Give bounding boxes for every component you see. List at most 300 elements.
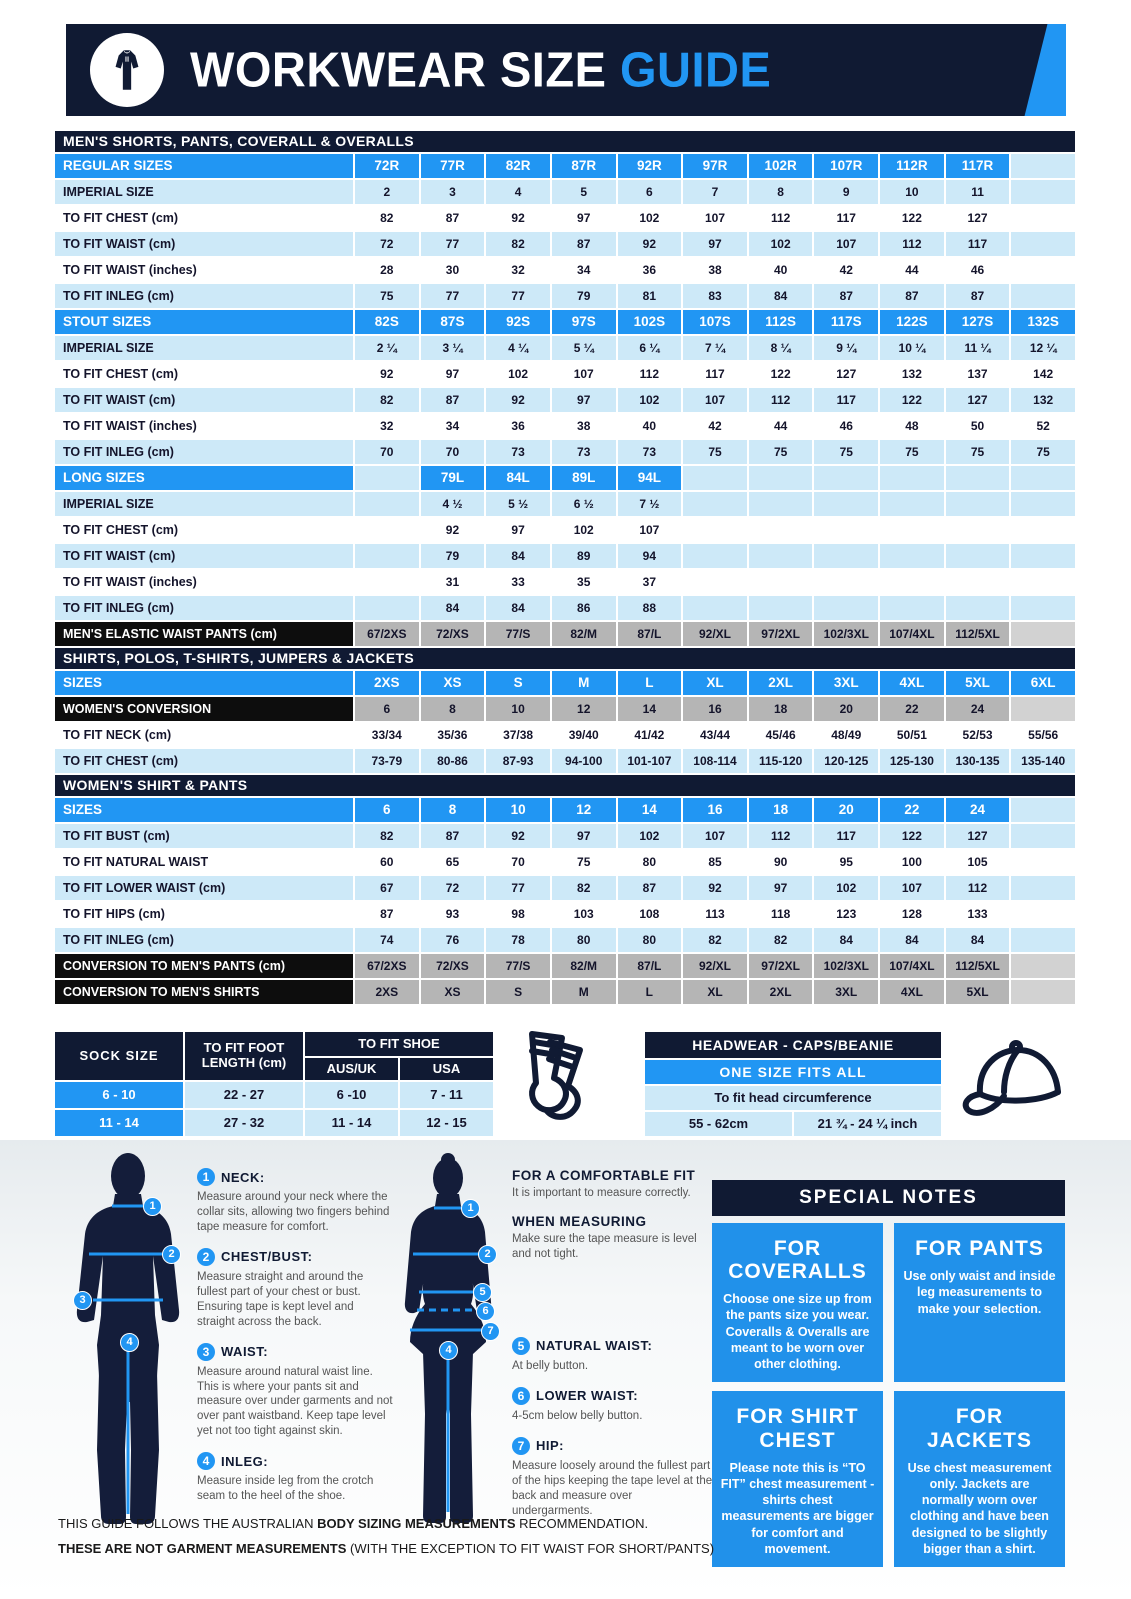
size-cell: 37/38 [486, 723, 550, 747]
headwear-table [645, 1032, 941, 1136]
size-cell: 82 [749, 928, 813, 952]
size-cell: 16 [683, 697, 747, 721]
size-cell: 30 [421, 258, 485, 282]
one-size-fits-all: ONE SIZE FITS ALL [645, 1060, 941, 1084]
size-cell: 75 [552, 850, 616, 874]
size-cell: 32 [486, 258, 550, 282]
size-cell: 4XL [880, 671, 944, 695]
size-cell [1011, 824, 1075, 848]
head-circumference-label: To fit head circumference [645, 1086, 941, 1110]
size-cell: S [486, 980, 550, 1004]
size-cell: 22 [880, 798, 944, 822]
size-row-label: SIZES [55, 671, 353, 695]
size-cell: 107/4XL [880, 954, 944, 978]
size-cell: 81 [618, 284, 682, 308]
size-cell: 48 [880, 414, 944, 438]
size-cell [683, 518, 747, 542]
size-cell: 70 [355, 440, 419, 464]
size-cell: 44 [880, 258, 944, 282]
size-cell: 95 [814, 850, 878, 874]
size-cell: 102 [552, 518, 616, 542]
size-cell [946, 492, 1010, 516]
footer-line-1: THIS GUIDE FOLLOWS THE AUSTRALIAN BODY SIZING MEASUREMENTS RECOMMENDATION. [58, 1516, 649, 1531]
aus-uk-cell: 11 - 14 [305, 1110, 398, 1136]
size-cell: 75 [355, 284, 419, 308]
size-cell: 102S [618, 310, 682, 334]
size-cell: 6 ¼ [618, 336, 682, 360]
size-cell: 122 [880, 388, 944, 412]
size-cell: 132S [1011, 310, 1075, 334]
measure-item-neck: 1 NECK: Measure around your neck where the collar sits, allowing two fingers behind tape measure for comfort. [197, 1169, 390, 1233]
size-cell [749, 596, 813, 620]
size-cell: 92 [683, 876, 747, 900]
size-cell: 107/4XL [880, 622, 944, 646]
size-cell: 92/XL [683, 622, 747, 646]
size-cell: 117 [814, 824, 878, 848]
size-cell: 5 ¼ [552, 336, 616, 360]
note-for-coveralls: FOR COVERALLS Choose one size up from the pants size you wear. Coveralls & Overalls are meant to be worn over other clothing. [712, 1223, 883, 1382]
foot-length-cell: 27 - 32 [185, 1110, 303, 1136]
size-cell: 77/S [486, 622, 550, 646]
size-cell: 79 [552, 284, 616, 308]
size-cell: 50/51 [880, 723, 944, 747]
size-cell: 4XL [880, 980, 944, 1004]
size-cell: 82 [486, 232, 550, 256]
size-cell: 82 [355, 824, 419, 848]
size-cell: 67/2XS [355, 622, 419, 646]
measurement-guide-left [197, 1168, 393, 1517]
size-cell: 70 [486, 850, 550, 874]
size-cell: 107 [683, 206, 747, 230]
size-cell: 97 [552, 388, 616, 412]
size-cell: 8 [749, 180, 813, 204]
size-cell [880, 570, 944, 594]
socks-icon [494, 1028, 590, 1132]
size-cell: 82 [552, 876, 616, 900]
size-cell: 83 [683, 284, 747, 308]
size-cell: 22 [880, 697, 944, 721]
size-cell: 77/S [486, 954, 550, 978]
size-cell [1011, 180, 1075, 204]
comfortable-fit-note: FOR A COMFORTABLE FIT It is important to measure correctly. [512, 1168, 696, 1199]
usa-cell: 12 - 15 [400, 1110, 493, 1136]
size-cell [683, 544, 747, 568]
size-cell: 73 [486, 440, 550, 464]
size-cell: 20 [814, 798, 878, 822]
size-cell: 72/XS [421, 954, 485, 978]
size-cell: 102/3XL [814, 622, 878, 646]
marker-neck: 1 [461, 1199, 480, 1218]
size-cell: 40 [618, 414, 682, 438]
size-cell: 127 [946, 824, 1010, 848]
size-cell: 102 [618, 206, 682, 230]
size-cell: 117 [946, 232, 1010, 256]
size-row-label: TO FIT INLEG (cm) [55, 440, 353, 464]
size-cell: 128 [880, 902, 944, 926]
size-cell: 130-135 [946, 749, 1010, 773]
size-cell: 112/5XL [946, 954, 1010, 978]
size-row-label: LONG SIZES [55, 466, 353, 490]
size-cell: 97/2XL [749, 622, 813, 646]
page-title-main: WORKWEAR SIZE [190, 41, 607, 98]
size-cell: 87-93 [486, 749, 550, 773]
size-cell: 94-100 [552, 749, 616, 773]
size-row-label: TO FIT WAIST (inches) [55, 414, 353, 438]
size-row-label: WOMEN'S CONVERSION [55, 697, 353, 721]
size-cell [1011, 492, 1075, 516]
size-cell: 127 [946, 206, 1010, 230]
size-cell: 127S [946, 310, 1010, 334]
size-cell [814, 466, 878, 490]
step-5-badge: 5 [512, 1337, 530, 1355]
size-row-label: TO FIT BUST (cm) [55, 824, 353, 848]
size-cell: 11 ¼ [946, 336, 1010, 360]
size-cell: 77R [421, 154, 485, 178]
size-cell: 127 [946, 388, 1010, 412]
usa-header: USA [400, 1058, 493, 1080]
size-cell [1011, 258, 1075, 282]
size-cell [946, 570, 1010, 594]
size-cell [683, 570, 747, 594]
step-7-badge: 7 [512, 1437, 530, 1455]
size-cell: 100 [880, 850, 944, 874]
size-cell: 3 ¼ [421, 336, 485, 360]
size-cell: 122 [749, 362, 813, 386]
size-cell: 76 [421, 928, 485, 952]
size-cell: 127 [814, 362, 878, 386]
size-cell: 41/42 [618, 723, 682, 747]
size-cell: 36 [618, 258, 682, 282]
size-cell [814, 492, 878, 516]
size-cell [1011, 596, 1075, 620]
size-row-label: SIZES [55, 798, 353, 822]
size-cell: 4 [486, 180, 550, 204]
size-cell [814, 570, 878, 594]
size-cell: 73 [552, 440, 616, 464]
size-cell: 113 [683, 902, 747, 926]
marker-natural-waist: 5 [473, 1283, 492, 1302]
measure-item-chest-bust: 2 CHEST/BUST: Measure straight and around the fullest part of your chest or bust. Ensuring tape is kept level and straight across the back. [197, 1249, 364, 1328]
size-cell: 9 ¼ [814, 336, 878, 360]
size-cell: 18 [749, 697, 813, 721]
size-cell: 3XL [814, 980, 878, 1004]
size-cell: 97/2XL [749, 954, 813, 978]
size-cell: 75 [749, 440, 813, 464]
size-cell: 82/M [552, 622, 616, 646]
size-cell: 117 [683, 362, 747, 386]
size-cell: 87R [552, 154, 616, 178]
size-cell: 102 [618, 388, 682, 412]
size-cell: 33 [486, 570, 550, 594]
aus-uk-cell: 6 -10 [305, 1082, 398, 1108]
page-title [190, 41, 771, 98]
size-row-label: TO FIT WAIST (cm) [55, 232, 353, 256]
note-for-shirt-chest: FOR SHIRT CHEST Please note this is “TO FIT” chest measurement - shirts chest measurements are bigger for comfort and movement. [712, 1391, 883, 1567]
size-cell: 92 [486, 206, 550, 230]
size-cell [1011, 154, 1075, 178]
size-cell [946, 466, 1010, 490]
size-cell [749, 492, 813, 516]
size-cell: 39/40 [552, 723, 616, 747]
aus-uk-header: AUS/UK [305, 1058, 398, 1080]
head-circumference-cm: 55 - 62cm [645, 1112, 792, 1136]
size-cell: 92 [618, 232, 682, 256]
size-row-label: TO FIT WAIST (cm) [55, 388, 353, 412]
size-cell: 97S [552, 310, 616, 334]
size-cell: 75 [814, 440, 878, 464]
size-cell: 38 [552, 414, 616, 438]
size-cell: 78 [486, 928, 550, 952]
size-cell: 92/XL [683, 954, 747, 978]
size-row-label: TO FIT INLEG (cm) [55, 284, 353, 308]
size-cell: 72 [355, 232, 419, 256]
table-section-title: WOMEN'S SHIRT & PANTS [55, 775, 1075, 796]
size-cell: 12 ¼ [1011, 336, 1075, 360]
mens-size-table [55, 131, 1075, 1004]
size-cell: 107 [814, 232, 878, 256]
size-cell: 86 [552, 596, 616, 620]
marker-inleg: 4 [439, 1341, 458, 1360]
size-row-label: REGULAR SIZES [55, 154, 353, 178]
size-cell: 7 ½ [618, 492, 682, 516]
size-cell: 92 [486, 388, 550, 412]
size-cell: 108 [618, 902, 682, 926]
size-cell: S [486, 671, 550, 695]
size-cell [880, 492, 944, 516]
size-cell: 20 [814, 697, 878, 721]
size-cell [1011, 518, 1075, 542]
size-cell: 24 [946, 798, 1010, 822]
size-cell [1011, 850, 1075, 874]
size-cell: 82S [355, 310, 419, 334]
female-figure [393, 1152, 505, 1525]
size-cell: 5 [552, 180, 616, 204]
sock-size-table [55, 1032, 491, 1136]
size-cell: 18 [749, 798, 813, 822]
size-cell: 9 [814, 180, 878, 204]
size-row-label: IMPERIAL SIZE [55, 180, 353, 204]
header-accent-shape [1025, 24, 1066, 116]
size-cell: 88 [618, 596, 682, 620]
size-cell [946, 596, 1010, 620]
size-cell: 112 [749, 388, 813, 412]
size-row-label: TO FIT WAIST (cm) [55, 544, 353, 568]
size-cell: 82/M [552, 954, 616, 978]
size-cell [355, 596, 419, 620]
size-cell: 107 [683, 388, 747, 412]
size-cell: 2XS [355, 980, 419, 1004]
size-cell: 8 [421, 798, 485, 822]
size-cell: 97 [552, 206, 616, 230]
size-cell: 10 [486, 798, 550, 822]
step-6-badge: 6 [512, 1387, 530, 1405]
measurement-guide-middle [512, 1168, 714, 1531]
size-cell: 3 [421, 180, 485, 204]
size-cell [1011, 980, 1075, 1004]
size-cell: 77 [486, 284, 550, 308]
size-cell: 75 [683, 440, 747, 464]
size-row-label: TO FIT HIPS (cm) [55, 902, 353, 926]
size-cell: 2 ¼ [355, 336, 419, 360]
size-cell [1011, 206, 1075, 230]
male-figure [65, 1150, 195, 1525]
size-cell: 92S [486, 310, 550, 334]
size-cell: 120-125 [814, 749, 878, 773]
size-cell: 82 [355, 388, 419, 412]
size-cell: 84 [486, 596, 550, 620]
size-cell: 117S [814, 310, 878, 334]
size-cell: 101-107 [618, 749, 682, 773]
size-cell: 7 ¼ [683, 336, 747, 360]
workwear-logo-icon [90, 33, 164, 107]
size-cell: 87 [421, 206, 485, 230]
size-cell: 115-120 [749, 749, 813, 773]
cap-icon [958, 1034, 1068, 1130]
size-cell [355, 544, 419, 568]
size-cell: 97 [683, 232, 747, 256]
size-cell: 122 [880, 206, 944, 230]
size-cell: 85 [683, 850, 747, 874]
size-cell: 87 [880, 284, 944, 308]
size-cell [355, 570, 419, 594]
size-cell [1011, 544, 1075, 568]
size-cell [1011, 902, 1075, 926]
size-cell: 84 [814, 928, 878, 952]
size-cell: 33/34 [355, 723, 419, 747]
size-cell: 70 [421, 440, 485, 464]
size-cell: 87 [814, 284, 878, 308]
size-cell: 107 [683, 824, 747, 848]
size-cell [880, 466, 944, 490]
size-cell: 107S [683, 310, 747, 334]
size-cell: 87 [552, 232, 616, 256]
size-cell: 74 [355, 928, 419, 952]
size-cell [1011, 284, 1075, 308]
size-cell: 8 [421, 697, 485, 721]
size-cell: 102 [749, 232, 813, 256]
size-cell: 112 [946, 876, 1010, 900]
size-cell [814, 518, 878, 542]
size-cell: 117 [814, 388, 878, 412]
size-row-label: TO FIT NATURAL WAIST [55, 850, 353, 874]
size-cell [946, 544, 1010, 568]
size-cell: 132 [880, 362, 944, 386]
size-cell: 60 [355, 850, 419, 874]
measure-item-waist: 3 WAIST: Measure around natural waist line. This is where your pants sit and measure over under garments and not over pant waistband. Keep tape level yet not too tight against skin. [197, 1344, 393, 1438]
size-cell: 16 [683, 798, 747, 822]
size-cell [1011, 570, 1075, 594]
size-cell: 132 [1011, 388, 1075, 412]
size-cell: 24 [946, 697, 1010, 721]
size-cell: 142 [1011, 362, 1075, 386]
shoe-size-header: TO FIT SHOE [305, 1032, 493, 1056]
size-cell: L [618, 671, 682, 695]
size-cell: 80-86 [421, 749, 485, 773]
measure-item-hip: 7 HIP: Measure loosely around the fullest part of the hips keeping the tape level at the back and measure over undergarments. [512, 1438, 713, 1517]
note-for-jackets: FOR JACKETS Use chest measurement only. Jackets are normally worn over clothing and have been designed to be slightly bigger than a shirt. [894, 1391, 1065, 1567]
size-cell [880, 544, 944, 568]
size-cell: 80 [552, 928, 616, 952]
size-cell: 84 [486, 544, 550, 568]
marker-bust: 2 [478, 1245, 497, 1264]
size-row-label: TO FIT LOWER WAIST (cm) [55, 876, 353, 900]
size-cell: 38 [683, 258, 747, 282]
size-cell: 5XL [946, 671, 1010, 695]
size-cell [683, 492, 747, 516]
size-cell: 77 [421, 284, 485, 308]
size-cell [355, 466, 419, 490]
size-cell: 6XL [1011, 671, 1075, 695]
size-cell [1011, 876, 1075, 900]
size-row-label: TO FIT WAIST (inches) [55, 258, 353, 282]
size-cell: 87/L [618, 622, 682, 646]
size-cell: 108-114 [683, 749, 747, 773]
size-cell: 7 [683, 180, 747, 204]
size-cell: 55/56 [1011, 723, 1075, 747]
size-cell: 112R [880, 154, 944, 178]
size-cell: 87 [355, 902, 419, 926]
size-cell: 112/5XL [946, 622, 1010, 646]
size-cell: 87 [421, 388, 485, 412]
size-cell: 103 [552, 902, 616, 926]
size-cell [749, 570, 813, 594]
size-cell: 94L [618, 466, 682, 490]
measure-item-natural-waist: 5 NATURAL WAIST: At belly button. [512, 1338, 653, 1372]
size-cell: 10 [880, 180, 944, 204]
size-cell: 107 [552, 362, 616, 386]
marker-hip: 7 [481, 1322, 500, 1341]
head-circumference-inch: 21 ¾ - 24 ¼ inch [794, 1112, 941, 1136]
size-cell: 92 [421, 518, 485, 542]
step-4-badge: 4 [197, 1452, 215, 1470]
size-cell: 43/44 [683, 723, 747, 747]
table-section-title: SHIRTS, POLOS, T-SHIRTS, JUMPERS & JACKETS [55, 648, 1075, 669]
size-cell: 72/XS [421, 622, 485, 646]
size-cell: 4 ¼ [486, 336, 550, 360]
size-cell: 77 [486, 876, 550, 900]
size-cell: 75 [1011, 440, 1075, 464]
size-cell [814, 544, 878, 568]
size-cell: 52 [1011, 414, 1075, 438]
size-cell: 112 [618, 362, 682, 386]
size-cell: 102 [618, 824, 682, 848]
size-cell: 79L [421, 466, 485, 490]
size-cell: 6 [355, 798, 419, 822]
size-cell [355, 492, 419, 516]
size-cell: 87/L [618, 954, 682, 978]
measure-item-inleg: 4 INLEG: Measure inside leg from the crotch seam to the heel of the shoe. [197, 1453, 374, 1503]
size-cell: XL [683, 671, 747, 695]
size-cell: 5 ½ [486, 492, 550, 516]
size-cell: 80 [618, 928, 682, 952]
size-cell: 31 [421, 570, 485, 594]
marker-inleg: 4 [120, 1333, 139, 1352]
size-cell: XS [421, 671, 485, 695]
size-cell: 82R [486, 154, 550, 178]
size-cell: 102 [814, 876, 878, 900]
size-cell: 107R [814, 154, 878, 178]
size-cell: 90 [749, 850, 813, 874]
size-cell: 112S [749, 310, 813, 334]
size-cell: 67 [355, 876, 419, 900]
special-notes-panel [712, 1180, 1065, 1567]
size-cell: 46 [946, 258, 1010, 282]
page-title-accent: GUIDE [619, 41, 772, 98]
step-1-badge: 1 [197, 1168, 215, 1186]
size-row-label: CONVERSION TO MEN'S SHIRTS [55, 980, 353, 1004]
size-cell: 50 [946, 414, 1010, 438]
size-row-label: MEN'S ELASTIC WAIST PANTS (cm) [55, 622, 353, 646]
